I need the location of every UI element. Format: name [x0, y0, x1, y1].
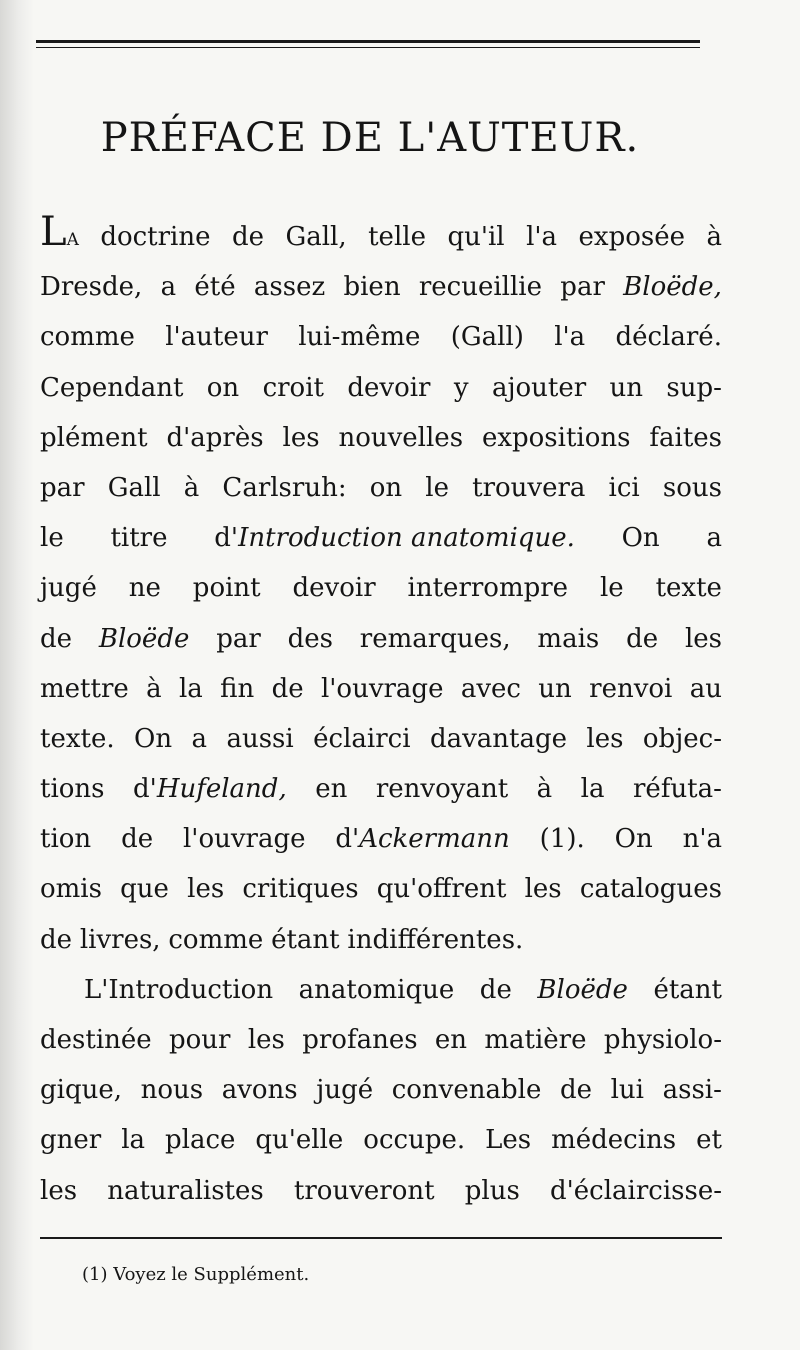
word: les	[40, 1175, 78, 1206]
word: mais	[537, 623, 600, 654]
word: indifférentes.	[347, 924, 524, 955]
footnote-rule	[40, 1237, 722, 1239]
word: tion	[40, 824, 92, 855]
word: au	[689, 673, 722, 704]
word: L'Introduction	[84, 974, 274, 1005]
word: physiolo-	[603, 1025, 722, 1055]
word: Gall,	[285, 222, 347, 252]
word: qu'il	[447, 222, 505, 252]
word: Cependant	[40, 372, 184, 403]
word: occupe.	[363, 1125, 466, 1156]
word: expositions	[481, 422, 631, 453]
word: déclaré.	[615, 322, 722, 353]
text-line	[40, 262, 722, 312]
word: exposée	[578, 222, 685, 252]
text-line	[40, 965, 722, 1015]
top-rule-thick	[36, 40, 700, 43]
text-line	[40, 413, 722, 463]
word: n'a	[682, 824, 722, 855]
word: Bloëde	[537, 974, 628, 1005]
word: qu'offrent	[376, 874, 507, 905]
word: par	[216, 623, 261, 654]
word: l'ouvrage	[182, 824, 306, 855]
word: On	[134, 723, 173, 754]
word: l'a	[526, 222, 558, 252]
word: les	[524, 874, 562, 905]
drop-cap: LA	[40, 209, 79, 255]
text-line	[40, 614, 722, 664]
word: réfuta-	[633, 774, 722, 805]
word: doctrine	[100, 222, 211, 252]
word: profanes	[302, 1025, 418, 1055]
word: un	[538, 673, 572, 704]
word: On	[614, 824, 653, 855]
word: jugé	[316, 1075, 374, 1106]
word: étant	[653, 974, 722, 1005]
word: critiques	[242, 874, 359, 905]
word: titre	[110, 523, 168, 554]
word: l'auteur	[165, 322, 268, 353]
word: d'Hufeland,	[133, 774, 287, 805]
word: l'ouvrage	[320, 673, 444, 704]
word: devoir	[347, 372, 431, 403]
word: plément	[40, 422, 148, 453]
text-line	[40, 209, 722, 262]
word: telle	[368, 222, 426, 252]
word: l'a	[554, 322, 586, 353]
word: comme	[40, 322, 135, 353]
word: le	[599, 573, 624, 604]
word: sup-	[666, 372, 722, 403]
word: Carlsruh:	[222, 472, 347, 503]
word: place	[164, 1125, 236, 1156]
word: d'Introduction anatomique.	[214, 523, 575, 554]
word: y	[453, 372, 469, 403]
word: Bloëde	[98, 623, 190, 654]
word: aussi	[226, 723, 294, 754]
text-line	[40, 814, 722, 864]
word: livres,	[79, 924, 161, 955]
word: lui-même	[298, 322, 421, 353]
text-line	[40, 463, 722, 513]
text-line	[40, 1166, 722, 1216]
word: omis	[40, 874, 102, 905]
word: gique,	[40, 1075, 122, 1106]
text-line	[40, 563, 722, 613]
word: à	[183, 472, 200, 503]
word: Les	[485, 1125, 532, 1156]
word: objec-	[642, 723, 722, 754]
word: été	[194, 272, 236, 303]
word: davantage	[429, 723, 567, 754]
word: On	[621, 523, 660, 554]
word: sous	[662, 472, 722, 503]
word: Gall	[107, 472, 161, 503]
word: mettre	[40, 673, 129, 704]
word: de	[479, 974, 512, 1005]
word: les	[247, 1025, 285, 1055]
word: recueillie	[418, 272, 543, 303]
text-line	[40, 363, 722, 413]
word: destinée	[40, 1025, 152, 1055]
word: anatomique	[298, 974, 455, 1005]
body-text	[40, 209, 722, 1216]
word: texte	[655, 573, 722, 604]
word: croit	[262, 372, 324, 403]
word: de	[271, 673, 304, 704]
word: des	[287, 623, 333, 654]
word: éclairci	[313, 723, 411, 754]
word: renvoyant	[375, 774, 509, 805]
page-edge-shadow	[0, 0, 34, 1350]
word: médecins	[551, 1125, 677, 1156]
word: matière	[484, 1025, 587, 1055]
word: avons	[221, 1075, 298, 1106]
word: bien	[343, 272, 401, 303]
text-line	[40, 714, 722, 764]
word: jugé	[40, 573, 97, 604]
word: d'Ackermann	[335, 824, 510, 855]
page-title: PRÉFACE DE L'AUTEUR.	[100, 115, 640, 161]
word: d'après	[166, 422, 264, 453]
word: pour	[169, 1025, 231, 1055]
word: en	[434, 1025, 468, 1055]
word: le	[40, 523, 64, 554]
word: et	[696, 1125, 722, 1156]
word: remarques,	[359, 623, 511, 654]
text-line	[40, 513, 722, 563]
word: à	[706, 222, 722, 252]
word: en	[315, 774, 348, 805]
word: les	[586, 723, 624, 754]
word: gner	[40, 1125, 102, 1156]
word: avec	[460, 673, 521, 704]
word: on	[369, 472, 403, 503]
word: qu'elle	[255, 1125, 344, 1156]
word: devoir	[292, 573, 376, 604]
word: par	[40, 472, 85, 503]
word: la	[580, 774, 605, 805]
word: ici	[608, 472, 640, 503]
text-line	[40, 312, 722, 362]
word: les	[684, 623, 722, 654]
word: Dresde,	[40, 272, 143, 303]
word: un	[609, 372, 644, 403]
word: nous	[140, 1075, 204, 1106]
word: à	[146, 673, 162, 704]
word: de	[40, 924, 73, 955]
text-line	[40, 1015, 722, 1065]
word: de	[40, 623, 73, 654]
word: renvoi	[589, 673, 673, 704]
word: assez	[253, 272, 326, 303]
word: texte.	[40, 723, 115, 754]
word: la	[178, 673, 203, 704]
word: nouvelles	[338, 422, 464, 453]
word: par	[560, 272, 605, 303]
word: les	[187, 874, 225, 905]
word: la	[121, 1125, 146, 1156]
word: trouveront	[293, 1175, 435, 1206]
word: a	[191, 723, 208, 754]
text-line	[40, 864, 722, 914]
word: naturalistes	[107, 1175, 264, 1206]
word: faites	[649, 422, 722, 453]
word: de	[121, 824, 154, 855]
word: assi-	[662, 1075, 722, 1106]
text-line	[40, 664, 722, 714]
word: ne	[128, 573, 161, 604]
word: point	[192, 573, 261, 604]
word: on	[206, 372, 240, 403]
word: fin	[220, 673, 255, 704]
text-line	[40, 915, 722, 965]
word: (1).	[539, 824, 585, 855]
word: le	[425, 472, 449, 503]
word: catalogues	[579, 874, 722, 905]
word: tions	[40, 774, 105, 805]
word: de	[626, 623, 659, 654]
word: de	[559, 1075, 592, 1106]
word: d'éclaircisse-	[549, 1175, 722, 1206]
word: étant	[271, 924, 340, 955]
word: convenable	[391, 1075, 542, 1106]
word: les	[282, 422, 320, 453]
top-rule-thin	[36, 47, 700, 48]
text-line	[40, 1115, 722, 1165]
word: trouvera	[472, 472, 586, 503]
text-line	[40, 764, 722, 814]
word: interrompre	[407, 573, 569, 604]
word: lui	[610, 1075, 644, 1106]
word: ajouter	[491, 372, 587, 403]
text-line	[40, 1065, 722, 1115]
word: Bloëde,	[623, 272, 722, 303]
word: a	[160, 272, 177, 303]
word: à	[536, 774, 553, 805]
word: (Gall)	[450, 322, 524, 353]
word: que	[120, 874, 169, 905]
word: plus	[464, 1175, 520, 1206]
footnote: (1) Voyez le Supplément.	[82, 1264, 310, 1285]
word: de	[231, 222, 264, 252]
word: a	[706, 523, 722, 554]
word: comme	[168, 924, 264, 955]
